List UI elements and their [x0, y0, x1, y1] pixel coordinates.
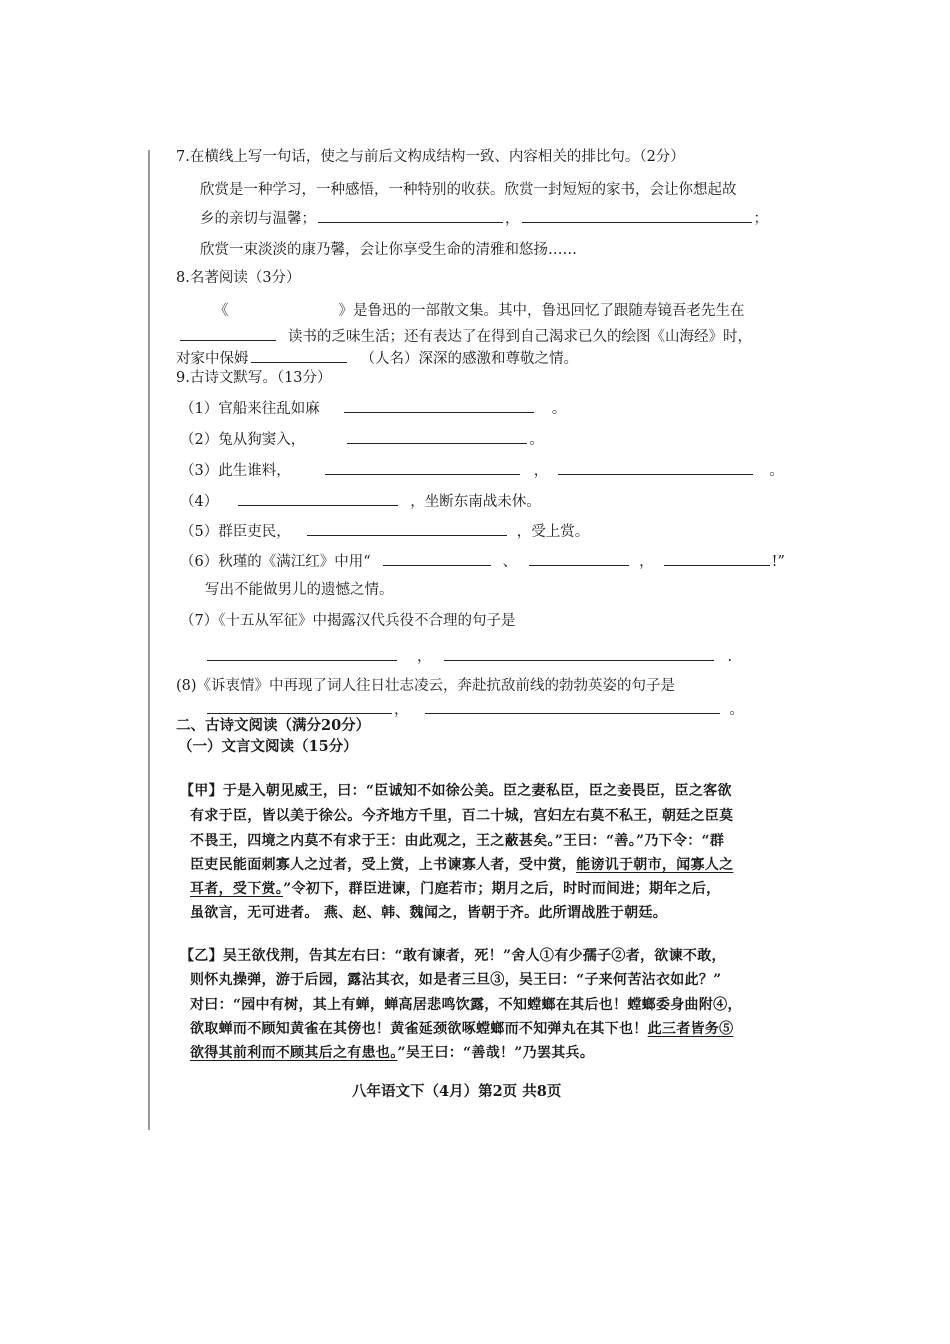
q9-item-6-blank-1[interactable]: [383, 551, 491, 566]
jia-underlined-sentence-2: 耳者，受下赏。: [190, 881, 284, 897]
q9-item-4: [180, 491, 541, 512]
q9-item-5-blank[interactable]: [307, 521, 507, 536]
q8-line1-text: 》是鲁迅的一部散文集。其中，鲁迅回忆了跟随寿镜吾老先生在: [338, 303, 745, 319]
q9-item-7-end: .: [727, 649, 733, 665]
q7-line1: 欣赏是一种学习，一种感悟，一种特别的收获。欣赏一封短短的家书，会让你想起故: [200, 182, 737, 198]
q9-item-2-text: （2）兔从狗窦入，: [180, 432, 306, 448]
yi-line-5: [190, 1043, 594, 1063]
q7-line2-text: 乡的亲切与温馨；: [200, 211, 316, 227]
q7-answer-blank-2[interactable]: [522, 208, 752, 223]
q9-item-8-blank-2[interactable]: [425, 699, 720, 714]
q9-item-7-blank-2[interactable]: [444, 646, 714, 661]
q9-item-1-blank[interactable]: [344, 398, 534, 413]
q9-item-8-end: 。: [729, 702, 744, 718]
q9-item-2-end: 。: [529, 432, 544, 448]
q8-open-quote: 《: [214, 303, 229, 319]
q9-item-8-blank-1[interactable]: [207, 699, 392, 714]
q9-item-1-end: 。: [551, 401, 567, 417]
yi-line-1: 【乙】吴王欲伐荆，告其左右曰：“敢有谏者，死！”舍人①有少孺子②者，欲谏不敢，: [180, 948, 726, 964]
jia-line-3: 不畏王，四境之内莫不有求于王：由此观之，王之蔽甚矣。”王曰：“善。”乃下令：“群: [190, 833, 725, 849]
q9-item-1-text: （1）官船来往乱如麻: [180, 401, 320, 417]
q7-line3: 欣赏一束淡淡的康乃馨，会让你享受生命的清雅和悠扬……: [200, 242, 577, 258]
q7-comma: ，: [505, 211, 520, 227]
q9-item-3-blank-2[interactable]: [558, 460, 753, 475]
q9-item-4-text: （4）: [180, 494, 219, 510]
q9-item-2-blank[interactable]: [347, 429, 527, 444]
q8-line1: [214, 301, 745, 321]
section2-title: 二、古诗文阅读（满分20分）: [176, 717, 371, 734]
jia-underlined-sentence-1: 能谤讥于朝市，闻寡人之: [576, 857, 734, 873]
yi-line-3: 对曰：“园中有树，其上有蝉，蝉高居悲鸣饮露，不知螳螂在其后也！螳螂委身曲附④，: [190, 997, 742, 1013]
jia-line-4-text: 臣吏民能面刺寡人之过者，受上赏，上书谏寡人者，受中赏，: [190, 857, 577, 873]
q9-item-7-mid: ，: [417, 649, 432, 665]
q9-title: 9.古诗文默写。（13分）: [176, 370, 332, 386]
q9-item-6-sep1: 、: [502, 554, 518, 570]
q9-item-5: [180, 521, 589, 542]
q9-item-5-end: ，受上赏。: [516, 524, 590, 540]
jia-line-5-text: ”令初下，群臣进谏，门庭若市；期月之后，时时而间进；期年之后，: [283, 881, 721, 897]
q9-item-6-blank-3[interactable]: [664, 551, 770, 566]
q9-item-2: [180, 429, 544, 450]
q9-item-6-sep2: ，: [639, 554, 654, 570]
q7-answer-blank-1[interactable]: [318, 208, 503, 223]
q8-line3: [176, 348, 578, 369]
q7-line2: [200, 208, 768, 229]
jia-line-1: 【甲】于是入朝见威王，曰：“臣诚知不如徐公美。臣之妻私臣，臣之妾畏臣，臣之客欲: [180, 783, 732, 799]
yi-line-5-text: ”吴王曰：“善哉！”乃罢其兵。: [397, 1045, 595, 1061]
q9-item-6-text: （6）秋瑾的《满江红》中用“: [180, 554, 371, 570]
q9-item-3-blank-1[interactable]: [325, 460, 520, 475]
jia-line-5: [190, 879, 720, 899]
q9-item-8-mid: ，: [394, 702, 409, 718]
q7-title: 7.在横线上写一句话，使之与前后文构成结构一致、内容相关的排比句。（2分）: [176, 149, 685, 165]
q9-item-5-text: （5）群臣吏民，: [180, 524, 291, 540]
q9-item-3-end: 。: [769, 463, 784, 479]
q9-item-7: （7）《十五从军征》中揭露汉代兵役不合理的句子是: [180, 613, 516, 629]
q8-title: 8.名著阅读（3分）: [176, 270, 301, 286]
q9-item-3-mid: ，: [533, 463, 549, 479]
q7-semicolon: ；: [753, 211, 768, 227]
yi-line-4-text: 欲取蝉而不顾知黄雀在其傍也！黄雀延颈欲啄螳螂而不知弹丸在其下也！: [190, 1021, 648, 1037]
q8-line2-text: 读书的乏味生活；还有表达了在得到自己渴求已久的绘图《山海经》时，: [288, 329, 752, 345]
q8-line3-a: 对家中保姆: [176, 351, 249, 367]
jia-line-6: 虽欲言，无可进者。 燕、赵、韩、魏闻之，皆朝于齐。此所谓战胜于朝廷。: [190, 905, 668, 921]
q9-item-7-answers: [205, 646, 732, 667]
q8-name-blank[interactable]: [251, 348, 347, 363]
jia-line-2: 有求于臣，皆以美于徐公。今齐地方千里，百二十城，宫妇左右莫不私王，朝廷之臣莫: [190, 808, 734, 824]
q9-item-4-end: ，坐断东南战未休。: [410, 494, 541, 510]
q9-item-6-blank-2[interactable]: [529, 551, 629, 566]
q9-item-3: [180, 460, 784, 481]
q9-item-4-blank[interactable]: [238, 491, 398, 506]
yi-line-2: 则怀丸操弹，游于后园，露沾其衣，如是者三旦③，吴王曰：“子来何苦沾衣如此？”: [190, 972, 722, 988]
q9-item-6-line2: 写出不能做男儿的遗憾之情。: [205, 582, 394, 598]
margin-line: [148, 150, 150, 1130]
q9-item-6: [180, 551, 785, 572]
q9-item-3-text: （3）此生谁料，: [180, 463, 291, 479]
q8-line2: [178, 326, 752, 347]
jia-line-4: [190, 855, 733, 875]
section2-subtitle: （一）文言文阅读（15分）: [178, 738, 358, 755]
q9-item-6-end: !”: [771, 554, 785, 570]
q8-place-blank[interactable]: [180, 326, 276, 341]
q9-item-7-blank-1[interactable]: [207, 646, 397, 661]
q9-item-8: (8)《诉衷情》中再现了词人往日壮志凌云，奔赴抗敌前线的勃勃英姿的句子是: [176, 678, 676, 694]
q8-line3-b: （人名）深深的感激和尊敬之情。: [360, 351, 578, 367]
yi-underlined-sentence-1: 此三者皆务⑤: [647, 1021, 734, 1037]
yi-line-4: [190, 1019, 733, 1039]
yi-underlined-sentence-2: 欲得其前利而不顾其后之有患也。: [190, 1045, 398, 1061]
q9-item-1: [180, 398, 566, 419]
page-footer: 八年语文下（4月）第2页 共8页: [352, 1083, 562, 1100]
